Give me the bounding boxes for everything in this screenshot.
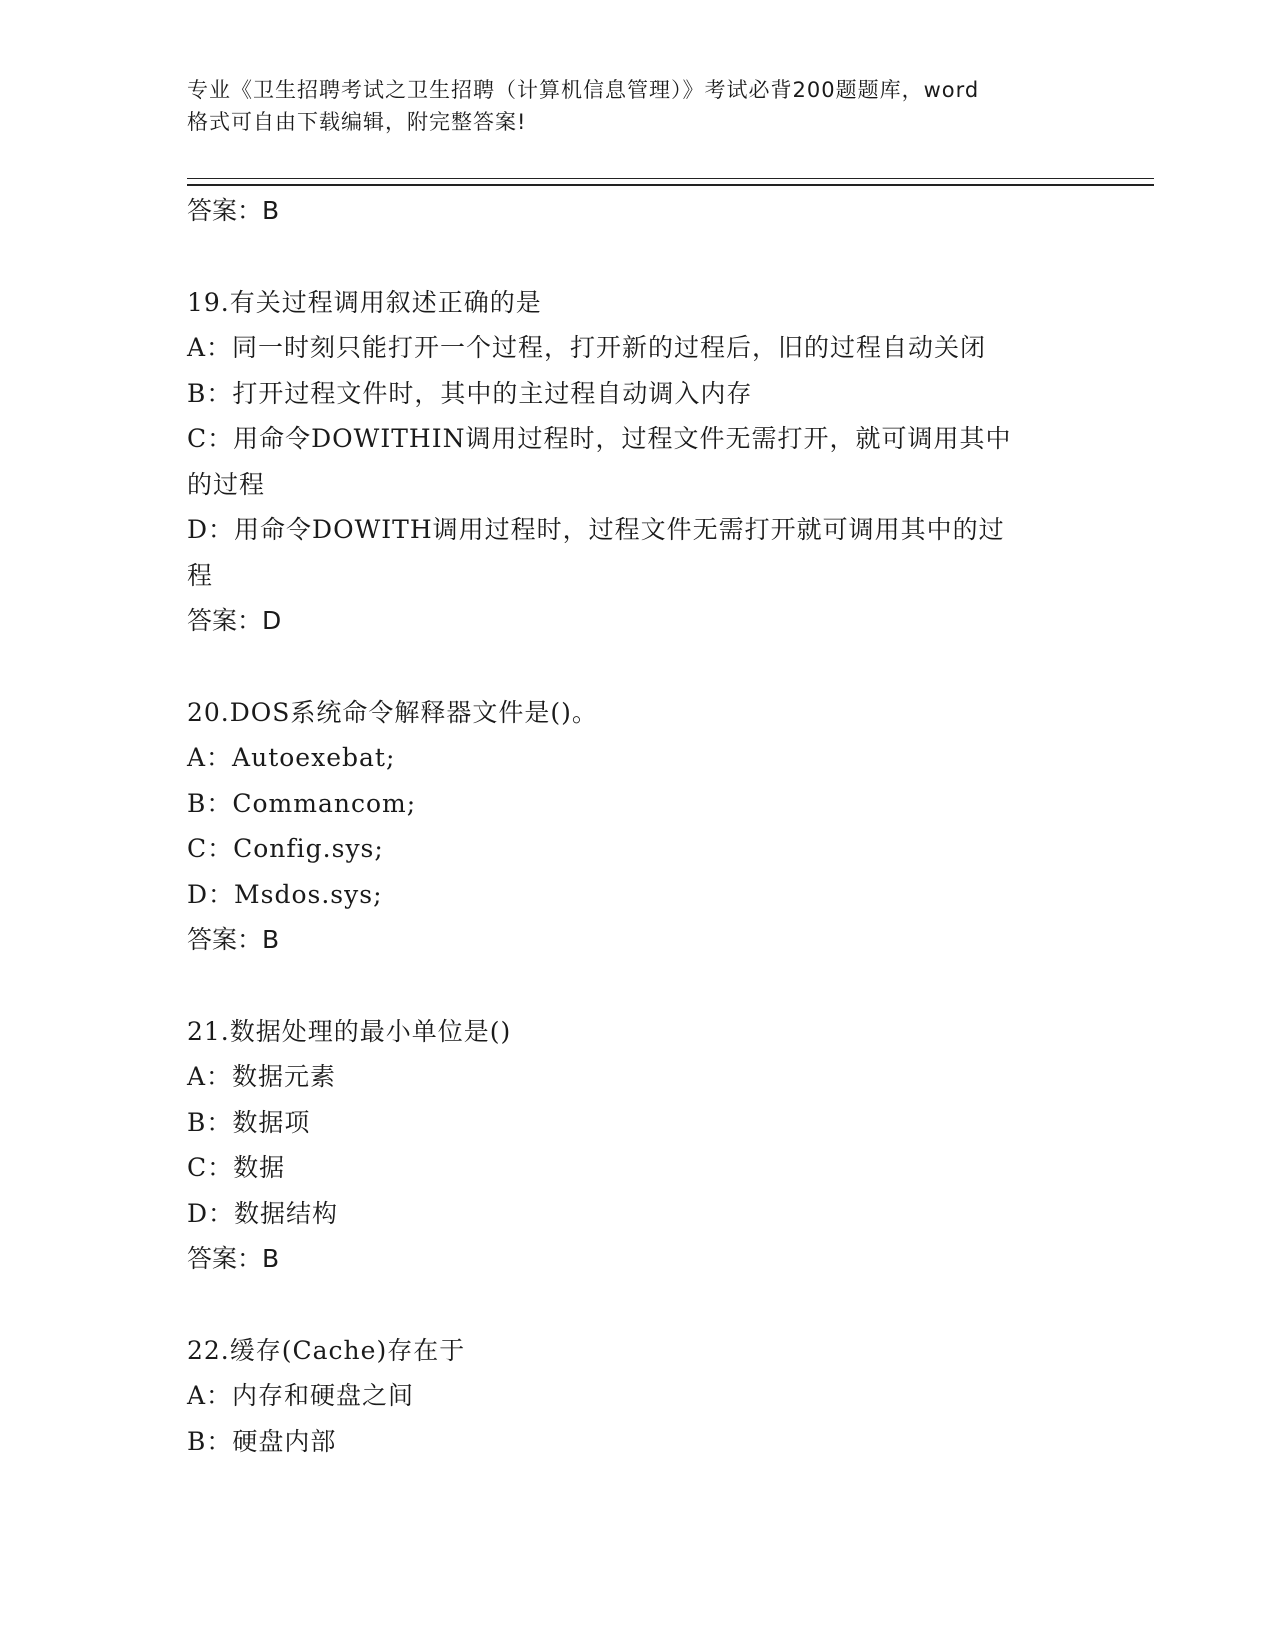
option-a: A：内存和硬盘之间 xyxy=(187,1381,415,1410)
question-block xyxy=(187,280,1087,644)
option-d: D：Msdos.sys; xyxy=(187,879,383,909)
option-a: A：同一时刻只能打开一个过程，打开新的过程后，旧的过程自动关闭 xyxy=(187,333,987,362)
header-divider xyxy=(187,178,1154,186)
question-block xyxy=(187,1328,1087,1465)
option-a: A：Autoexebat; xyxy=(187,743,396,772)
answer-label: 答案：B xyxy=(187,196,280,225)
spacer xyxy=(187,644,1087,690)
spacer xyxy=(187,234,1087,280)
answer-label: 答案：B xyxy=(187,1244,280,1273)
option-b: B：Commancom; xyxy=(187,788,417,818)
header-line-2: 格式可自由下载编辑，附完整答案! xyxy=(187,110,527,134)
answer-label: 答案：B xyxy=(187,925,280,954)
option-c-continued: 的过程 xyxy=(187,469,266,499)
spacer xyxy=(187,1282,1087,1328)
spacer xyxy=(187,963,1087,1009)
option-d: D：用命令DOWITH调用过程时，过程文件无需打开就可调用其中的过 xyxy=(187,515,1005,544)
page-header xyxy=(187,74,1087,138)
question-stem: 21.数据处理的最小单位是() xyxy=(187,1016,512,1046)
option-d-continued: 程 xyxy=(187,560,214,590)
question-stem: 19.有关过程调用叙述正确的是 xyxy=(187,287,542,317)
option-b: B：硬盘内部 xyxy=(187,1426,337,1456)
option-b: B：数据项 xyxy=(187,1107,311,1137)
option-a: A：数据元素 xyxy=(187,1062,337,1091)
option-b: B：打开过程文件时，其中的主过程自动调入内存 xyxy=(187,378,753,408)
option-c: C：用命令DOWITHIN调用过程时，过程文件无需打开，就可调用其中 xyxy=(187,424,1012,453)
question-stem: 20.DOS系统命令解释器文件是()。 xyxy=(187,697,598,727)
answer-label: 答案：D xyxy=(187,606,282,635)
question-block xyxy=(187,690,1087,963)
question-stem: 22.缓存(Cache)存在于 xyxy=(187,1335,466,1365)
option-c: C：数据 xyxy=(187,1153,286,1182)
document-body xyxy=(187,188,1087,1464)
option-c: C：Config.sys; xyxy=(187,834,384,863)
question-block xyxy=(187,1009,1087,1282)
option-d: D：数据结构 xyxy=(187,1198,339,1228)
header-line-1: 专业《卫生招聘考试之卫生招聘（计算机信息管理）》考试必背200题题库，word xyxy=(187,78,980,102)
